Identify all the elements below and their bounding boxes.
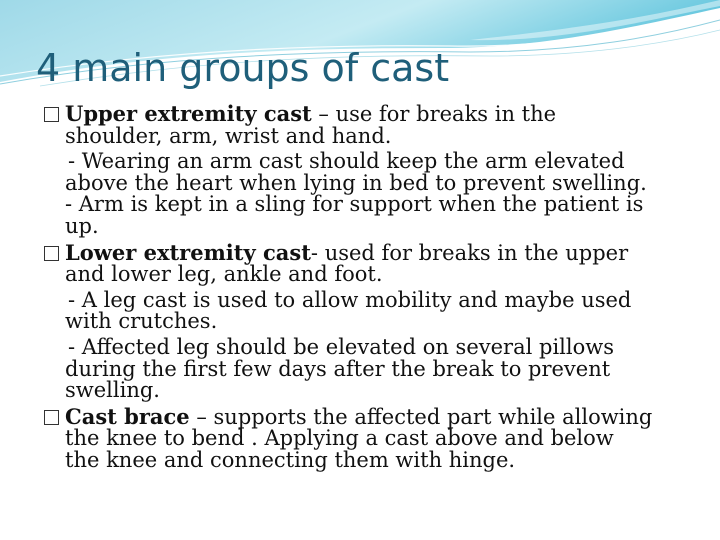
term-upper-extremity: Upper extremity cast <box>65 101 312 126</box>
bullet-cast-brace: Cast brace – supports the affected part while allowing the knee to bend . Applying a cast above and below the knee and connecting them with hinge. <box>44 406 694 472</box>
bullet-upper-extremity: Upper extremity cast – use for breaks in the shoulder, arm, wrist and hand. - Wearing an arm cast should keep the arm elevated above the heart when lying in bed to prevent swelling. - Arm is kept in a sling for support when the patient is up. <box>44 103 694 238</box>
bullet-lower-extremity: Lower extremity cast- used for breaks in the upper and lower leg, ankle and foot. - A leg cast is used to allow mobility and maybe used with crutches. - Affected leg should be elevated on several pillows during the first few days after the break to prevent swelling. <box>44 242 694 402</box>
slide-body <box>44 103 694 472</box>
term-lower-extremity: Lower extremity cast <box>65 239 311 265</box>
missing-glyph-box-icon <box>44 410 59 425</box>
term-cast-brace: Cast brace <box>65 403 190 429</box>
missing-glyph-box-icon <box>44 107 59 122</box>
slide-title: 4 main groups of cast <box>36 46 450 90</box>
missing-glyph-box-icon <box>44 246 59 261</box>
